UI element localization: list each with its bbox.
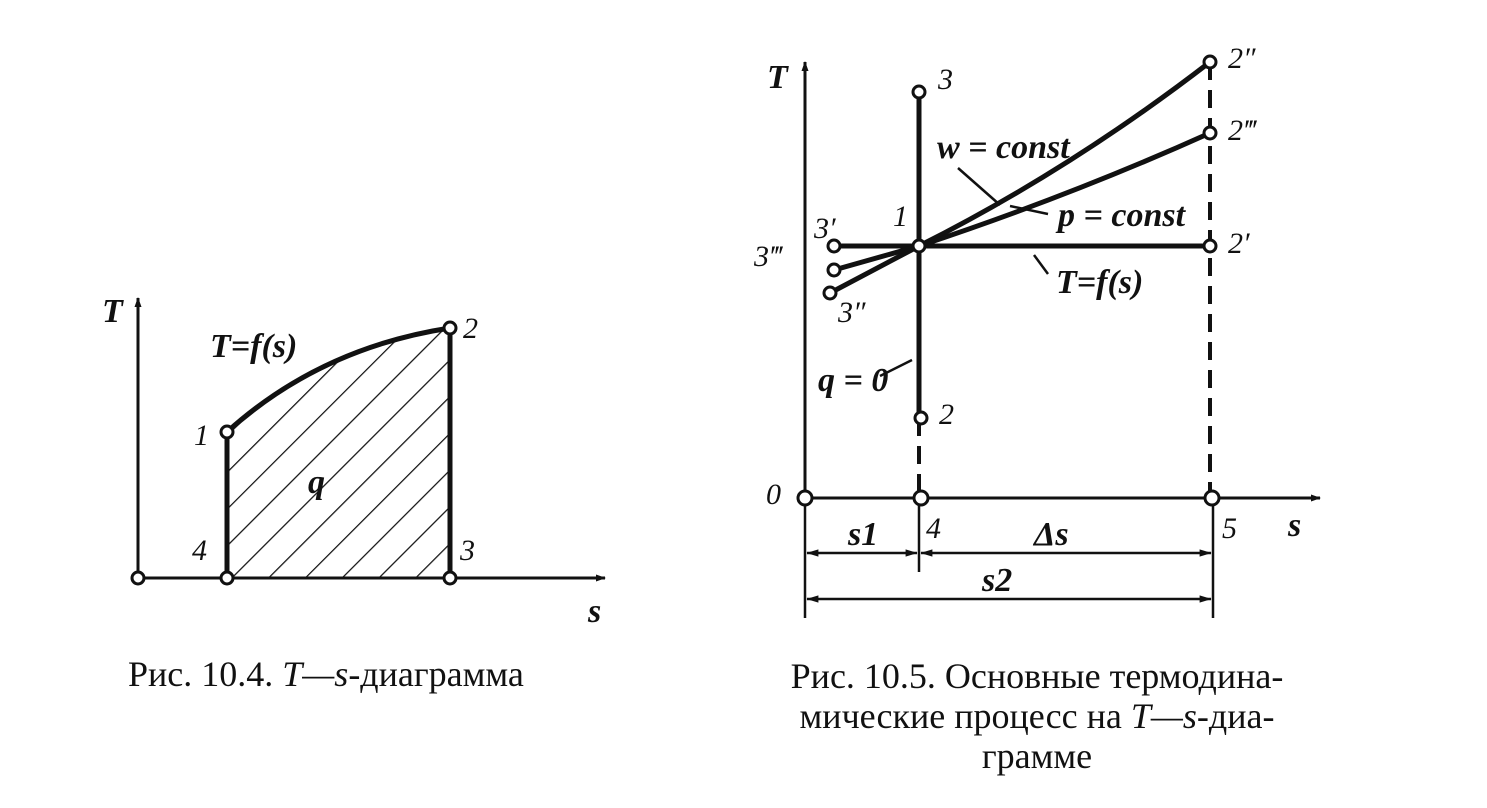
point-1 [913,240,925,252]
label-t-fs: T=f(s) [1056,264,1144,301]
caption-line-1: Рис. 10.5. Основные термодина- [790,656,1284,696]
point-3 [913,86,925,98]
caption-line-3: грамме [981,736,1093,776]
point-3-double-prime [824,287,836,299]
point-2-triple-prime-label: 2‴ [1228,114,1256,147]
caption-line-2-post: -диа- [1196,696,1275,736]
s-axis-label: s [1288,507,1302,544]
point-origin [132,572,144,584]
point-2-prime [1204,240,1216,252]
right-ts-diagram [753,42,1320,618]
point-2-double-prime [1204,56,1216,68]
point-3-double-prime-label: 3″ [838,296,866,329]
caption-line-2-pre: мические процесс на [799,696,1131,736]
point-1-label: 1 [194,419,209,452]
t-axis-label: T [102,293,123,330]
s-axis-label: s [588,593,602,630]
point-2-triple-prime [1204,127,1216,139]
point-3-triple-prime [828,264,840,276]
point-2-prime-label: 2′ [1228,227,1250,260]
point-3-label: 3 [460,534,475,567]
point-3-prime-label: 3′ [814,212,836,245]
point-origin [798,491,812,505]
point-4-label: 4 [926,512,941,545]
point-4 [221,572,233,584]
point-1 [221,426,233,438]
dim-s2-label: s2 [982,562,1013,599]
point-5-label: 5 [1222,512,1237,545]
point-2-label: 2 [463,312,478,345]
point-2-label: 2 [939,398,954,431]
point-2 [915,412,927,424]
caption-line-2 [752,696,1322,736]
heat-area-hatched [227,328,450,578]
point-2-double-prime-label: 2″ [1228,42,1256,75]
left-ts-diagram [102,293,605,630]
t-axis-label: T [767,59,788,96]
caption-fig-10-4 [128,654,608,694]
leader-t-fs [1034,255,1048,274]
point-4-label: 4 [192,534,207,567]
dim-s1-label: s1 [848,516,879,553]
label-w-const: w = const [937,129,1070,166]
point-4 [914,491,928,505]
point-3 [444,572,456,584]
caption-suffix: -диаграмма [348,654,524,694]
point-2 [444,322,456,334]
point-3-triple-prime-label: 3‴ [754,240,782,273]
caption-line-2-italic: T—s [1130,696,1197,736]
curve-label: T=f(s) [210,328,298,365]
point-5 [1205,491,1219,505]
caption-prefix: Рис. 10.4. [128,654,283,694]
label-p-const: p = const [1058,197,1186,234]
dim-delta-s-label: Δs [1034,516,1069,553]
point-1-label: 1 [893,200,908,233]
caption-italic: T—s [282,654,349,694]
leader-w-const [958,168,1000,205]
origin-label: 0 [766,478,781,511]
point-3-label: 3 [938,63,953,96]
w-const-curve [830,62,1210,293]
area-label: q [308,464,325,501]
label-q-zero: q = 0 [818,362,889,399]
caption-fig-10-5 [752,656,1322,776]
